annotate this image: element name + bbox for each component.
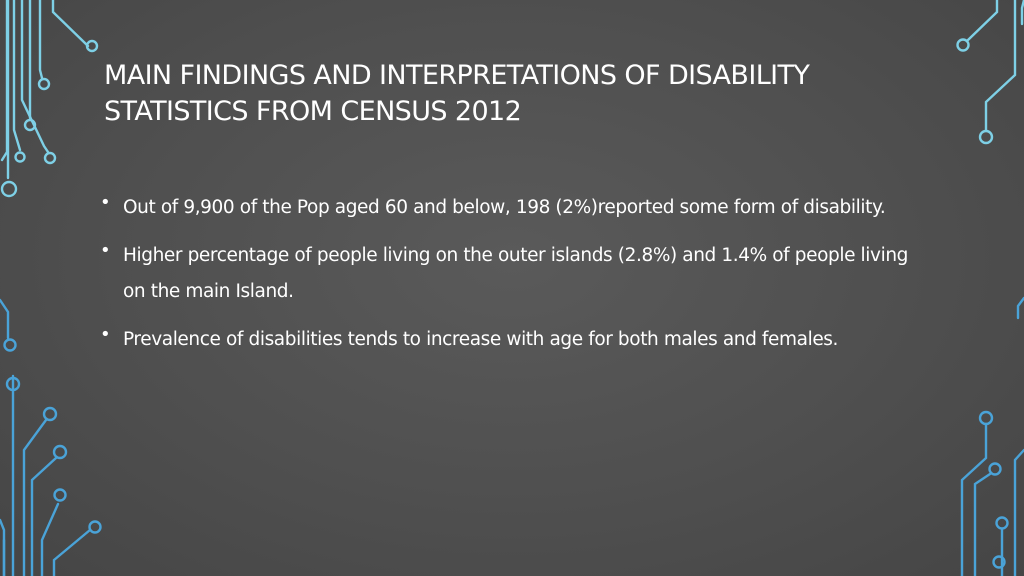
circuit-top-left: [2, 0, 97, 196]
bullet-list: [100, 190, 920, 370]
bullet-text: Out of 9,900 of the Pop aged 60 and below, 198 (2%)reported some form of disability.: [123, 197, 886, 218]
bullet-icon: •: [100, 240, 111, 261]
circuit-bottom-right: [962, 298, 1024, 576]
bullet-item: [100, 238, 920, 310]
bullet-text: Higher percentage of people living on the outer islands (2.8%) and 1.4% of people living on the main Island.: [123, 245, 908, 302]
bullet-text: Prevalence of disabilities tends to increase with age for both males and females.: [123, 329, 839, 350]
bullet-icon: •: [100, 324, 111, 345]
bullet-item: [100, 322, 920, 358]
title-line-2: STATISTICS FROM CENSUS 2012: [104, 96, 522, 127]
title-line-1: MAIN FINDINGS AND INTERPRETATIONS OF DISABILITY: [104, 60, 810, 91]
bullet-icon: •: [100, 192, 111, 213]
circuit-top-right: [958, 0, 1024, 143]
circuit-bottom-left: [0, 300, 101, 576]
slide-title: [104, 58, 924, 130]
bullet-item: [100, 190, 920, 226]
